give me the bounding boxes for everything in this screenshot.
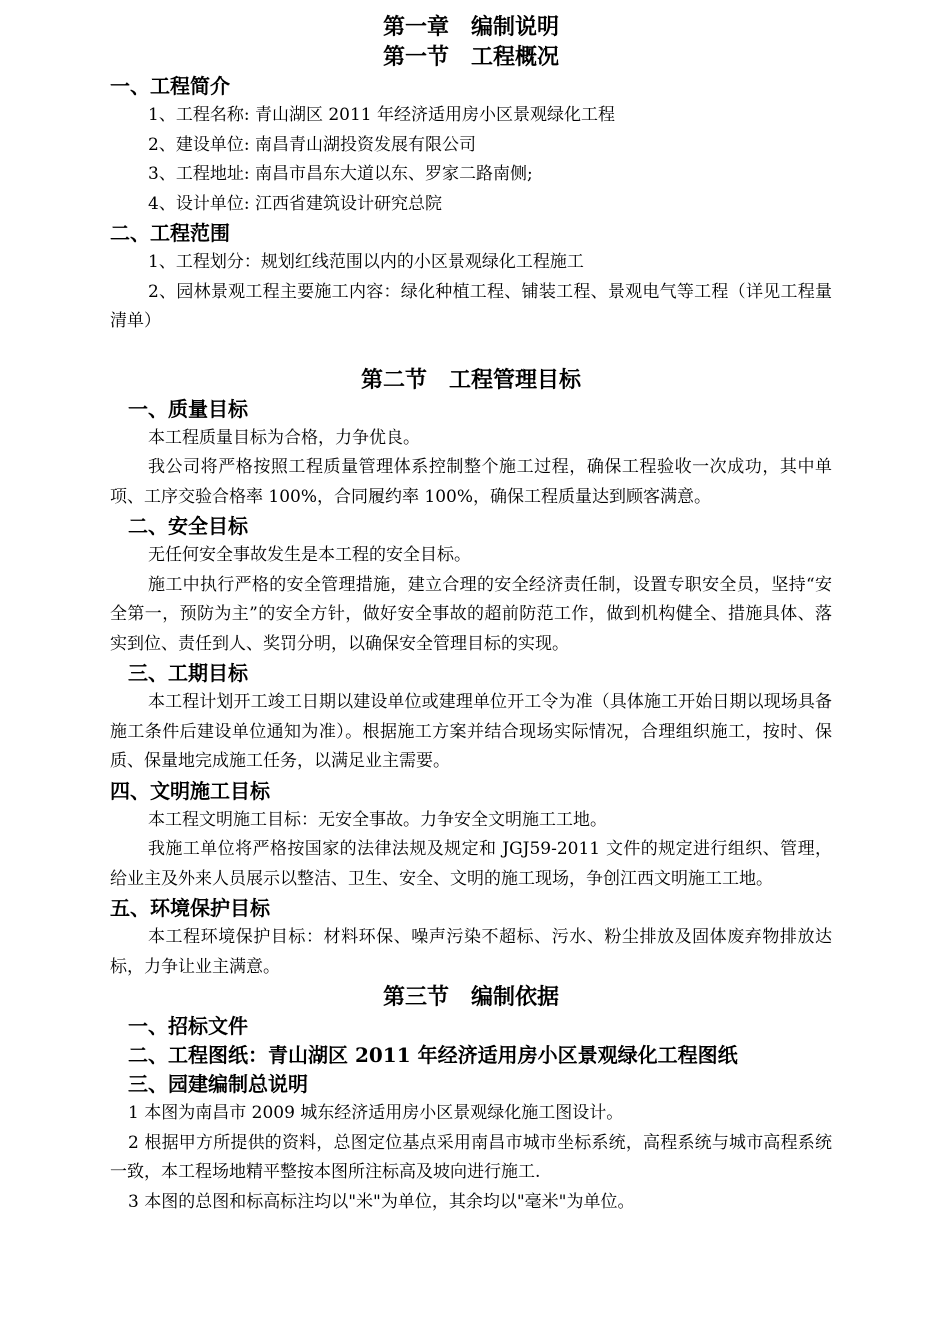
env-heading: 五、环境保护目标 <box>110 896 270 920</box>
schedule-paragraph: 本工程计划开工竣工日期以建设单位或建理单位开工令为准（具体施工开始日期以现场具备施工条件后建设单位通知为准）。根据施工方案并结合现场实际情况，合理组织施工，按时、保质、保量地完成施工任务，以满足业主需要。 <box>110 692 832 771</box>
note-item <box>110 1129 832 1188</box>
civil-heading: 四、文明施工目标 <box>110 778 270 803</box>
chapter-title: 第一章 编制说明 <box>382 14 559 40</box>
note-item <box>110 1099 832 1129</box>
safety-heading: 二、安全目标 <box>128 514 248 538</box>
section1-title: 第一节 工程概况 <box>382 44 559 70</box>
overview-item: 1、工程名称: 青山湖区 2011 年经济适用房小区景观绿化工程 <box>148 105 616 125</box>
quality-paragraph: 我公司将严格按照工程质量管理体系控制整个施工过程，确保工程验收一次成功，其中单项、工序交验合格率 100%，合同履约率 100%，确保工程质量达到顾客满意。 <box>110 457 832 507</box>
overview-heading: 一、工程简介 <box>110 74 230 98</box>
safety-paragraph: 无任何安全事故发生是本工程的安全目标。 <box>148 545 471 565</box>
basis-item-notes: 三、园建编制总说明 <box>128 1072 308 1096</box>
scope-item: 2、园林景观工程主要施工内容：绿化种植工程、铺装工程、景观电气等工程（详见工程量清单） <box>110 281 832 331</box>
note-text: 2 根据甲方所提供的资料，总图定位基点采用南昌市城市坐标系统，高程系统与城市高程系统一致，本工程场地精平整按本图所注标高及坡向进行施工. <box>110 1132 832 1182</box>
civil-paragraph: 我施工单位将严格按国家的法律法规及规定和 JGJ59-2011 文件的规定进行组织、管理，给业主及外来人员展示以整洁、卫生、安全、文明的施工现场，争创江西文明施工工地。 <box>110 839 832 889</box>
note-item <box>110 1188 832 1218</box>
env-paragraph: 本工程环境保护目标：材料环保、噪声污染不超标、污水、粉尘排放及固体废弃物排放达标，力争让业主满意。 <box>110 927 832 977</box>
schedule-heading: 三、工期目标 <box>128 661 248 685</box>
civil-paragraph: 本工程文明施工目标：无安全事故。力争安全文明施工工地。 <box>148 809 607 830</box>
basis-item-tender: 一、招标文件 <box>128 1014 248 1038</box>
section3-title: 第三节 编制依据 <box>382 984 559 1010</box>
quality-paragraph: 本工程质量目标为合格，力争优良。 <box>148 427 420 448</box>
scope-item: 1、工程划分：规划红线范围以内的小区景观绿化工程施工 <box>148 252 584 272</box>
section2-title: 第二节 工程管理目标 <box>360 366 581 393</box>
basis-item-drawings: 二、工程图纸：青山湖区 2011 年经济适用房小区景观绿化工程图纸 <box>128 1043 738 1067</box>
overview-item: 3、工程地址: 南昌市昌东大道以东、罗家二路南侧; <box>148 164 533 184</box>
overview-item: 2、建设单位: 南昌青山湖投资发展有限公司 <box>148 134 476 155</box>
scope-heading: 二、工程范围 <box>110 221 230 245</box>
note-text: 1 本图为南昌市 2009 城东经济适用房小区景观绿化施工图设计。 <box>128 1103 624 1123</box>
overview-item: 4、设计单位: 江西省建筑设计研究总院 <box>148 193 442 214</box>
note-text: 3 本图的总图和标高标注均以"米"为单位，其余均以"毫米"为单位。 <box>128 1191 635 1212</box>
document-page <box>110 12 832 1217</box>
quality-heading: 一、质量目标 <box>128 396 248 421</box>
safety-paragraph: 施工中执行严格的安全管理措施，建立合理的安全经济责任制，设置专职安全员，坚持“安全第一，预防为主”的安全方针，做好安全事故的超前防范工作，做到机构健全、措施具体、落实到位、责任到人、奖罚分明，以确保安全管理目标的实现。 <box>110 574 832 654</box>
